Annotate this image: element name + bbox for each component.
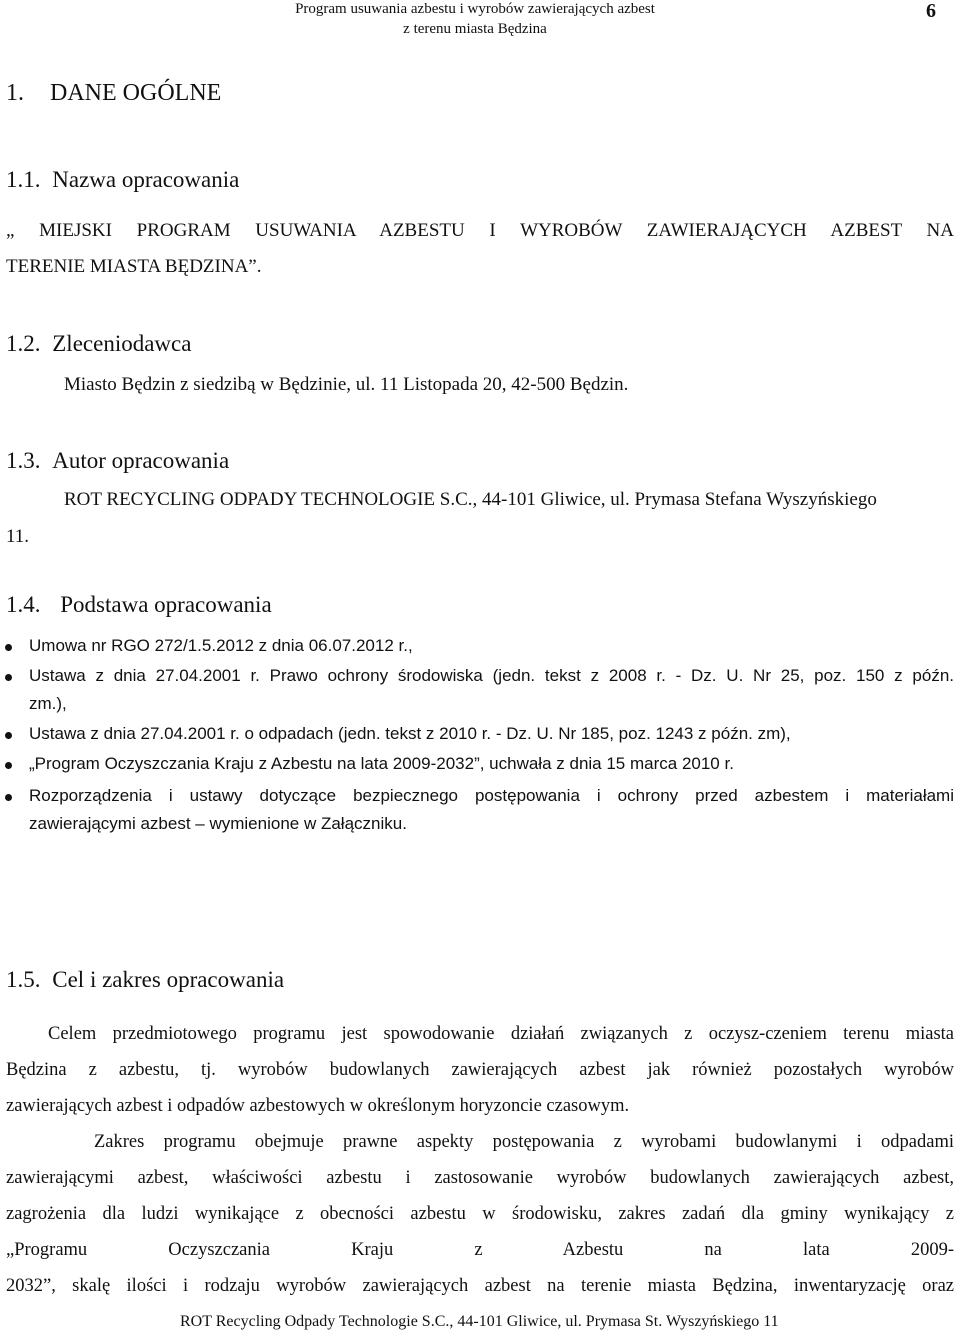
paragraph-2-line-3: zagrożenia dla ludzi wynikające z obecności azbestu w środowisku, zakres zadań dla gminy wynikający z (6, 1204, 954, 1224)
subsection-heading-1-4 (6, 592, 272, 618)
bullet-icon (5, 674, 12, 681)
paragraph-2-line-2: zawierającymi azbest, właściwości azbestu i zastosowanie wyrobów budowlanych zawierających azbest, (6, 1168, 954, 1188)
subsection-heading-1-3 (6, 448, 229, 474)
bullet-icon (5, 644, 12, 651)
subsection-number: 1.2. (6, 331, 41, 356)
basis-item-1: Umowa nr RGO 272/1.5.2012 z dnia 06.07.2012 r., (29, 636, 413, 655)
basis-item-3: Ustawa z dnia 27.04.2001 r. o odpadach (jedn. tekst z 2010 r. - Dz. U. Nr 185, poz. 1243 z późn. zm), (29, 724, 791, 743)
subsection-heading-1-5 (6, 967, 284, 993)
paragraph-1-line-3: zawierających azbest i odpadów azbestowych w określonym horyzoncie czasowym. (6, 1096, 630, 1116)
project-name-line-1: „ MIEJSKI PROGRAM USUWANIA AZBESTU I WYROBÓW ZAWIERAJĄCYCH AZBEST NA (6, 220, 954, 241)
section-number: 1. (6, 80, 24, 106)
basis-item-2-continued: zm.), (29, 694, 67, 713)
paragraph-2-line-4: „Programu Oczyszczania Kraju z Azbestu na lata 2009- (6, 1240, 954, 1260)
basis-item-2: Ustawa z dnia 27.04.2001 r. Prawo ochrony środowiska (jedn. tekst z 2008 r. - Dz. U. Nr 25, poz. 150 z późn. (29, 666, 954, 685)
subsection-number: 1.3. (6, 448, 41, 473)
subsection-title: Podstawa opracowania (60, 592, 272, 617)
subsection-number: 1.4. (6, 592, 41, 617)
basis-item-5-continued: zawierającymi azbest – wymienione w Załączniku. (29, 814, 407, 833)
paragraph-1-line-1: Celem przedmiotowego programu jest spowodowanie działań związanych z oczysz-czeniem terenu miasta (48, 1024, 954, 1044)
subsection-heading-1-1 (6, 167, 239, 193)
subsection-heading-1-2 (6, 331, 191, 357)
page-footer: ROT Recycling Odpady Technologie S.C., 44-101 Gliwice, ul. Prymasa St. Wyszyńskiego 11 (180, 1313, 779, 1330)
subsection-title: Zleceniodawca (52, 331, 192, 356)
client-text: Miasto Będzin z siedzibą w Będzinie, ul. 11 Listopada 20, 42-500 Będzin. (64, 374, 629, 395)
subsection-number: 1.5. (6, 967, 41, 992)
basis-item-4: „Program Oczyszczania Kraju z Azbestu na lata 2009-2032”, uchwała z dnia 15 marca 2010 r. (29, 754, 734, 773)
bullet-icon (5, 794, 12, 801)
section-heading-1 (6, 80, 221, 107)
subsection-title: Cel i zakres opracowania (52, 967, 285, 992)
bullet-icon (5, 762, 12, 769)
basis-item-5: Rozporządzenia i ustawy dotyczące bezpiecznego postępowania i ochrony przed azbestem i materiałami (29, 786, 954, 805)
section-title: DANE OGÓLNE (50, 80, 222, 106)
subsection-title: Autor opracowania (52, 448, 230, 473)
project-name-line-2: TERENIE MIASTA BĘDZINA”. (6, 256, 262, 277)
header-line-1: Program usuwania azbestu i wyrobów zawierających azbest (295, 1, 655, 17)
running-header (280, 0, 670, 39)
subsection-number: 1.1. (6, 167, 41, 192)
author-line-1: ROT RECYCLING ODPADY TECHNOLOGIE S.C., 44-101 Gliwice, ul. Prymasa Stefana Wyszyńskiego (64, 489, 877, 510)
bullet-icon (5, 732, 12, 739)
subsection-title: Nazwa opracowania (52, 167, 240, 192)
paragraph-2-line-1: Zakres programu obejmuje prawne aspekty postępowania z wyrobami budowlanymi i odpadami (94, 1132, 954, 1152)
author-line-2: 11. (6, 526, 30, 547)
header-line-2: z terenu miasta Będzina (403, 21, 547, 37)
page-number: 6 (926, 0, 936, 22)
paragraph-1-line-2: Będzina z azbestu, tj. wyrobów budowlanych zawierających azbest jak również pozostałych wyrobów (6, 1060, 954, 1080)
paragraph-2-line-5: 2032”, skalę ilości i rodzaju wyrobów zawierających azbest na terenie miasta Będzina, inwentaryzację oraz (6, 1276, 954, 1296)
